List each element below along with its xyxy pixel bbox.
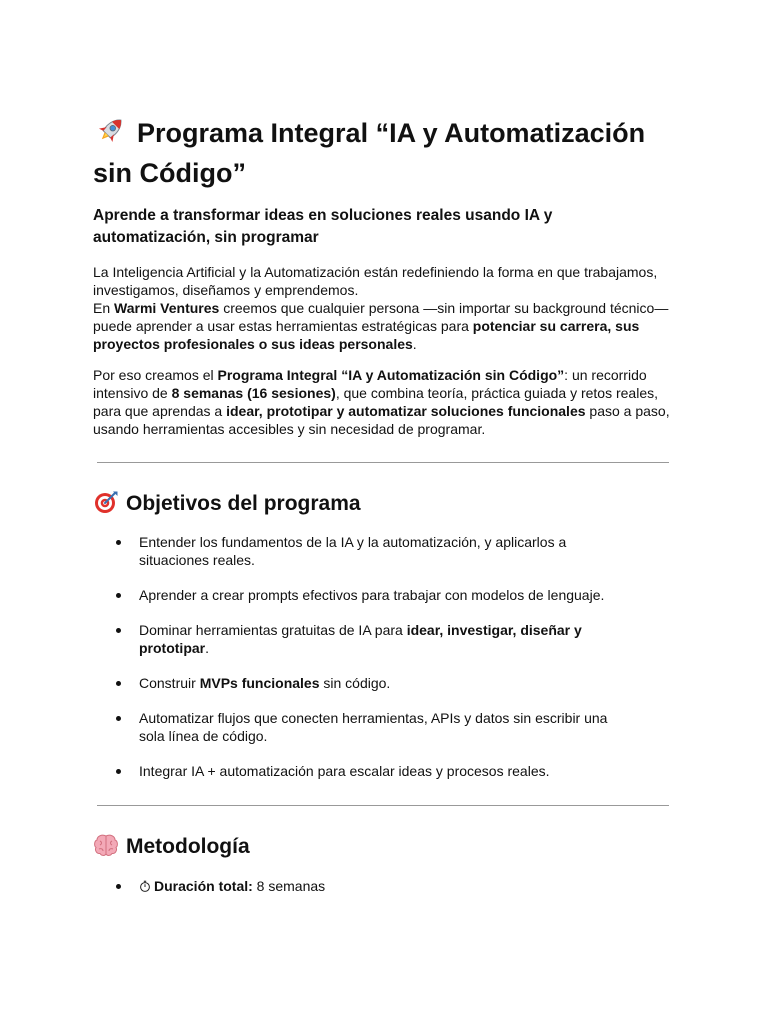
list-item	[93, 709, 619, 745]
objectives-list	[93, 533, 673, 797]
intro-text: Por eso creamos el	[93, 367, 218, 383]
bullet-icon	[116, 884, 121, 889]
objectives-heading-text: Objetivos del programa	[126, 492, 361, 515]
objectives-heading	[93, 490, 653, 518]
list-item-text: 8 semanas	[252, 878, 326, 894]
horizontal-divider	[97, 462, 669, 463]
methodology-heading-text: Metodología	[126, 835, 250, 858]
list-item	[93, 533, 619, 569]
bullet-icon	[116, 769, 121, 774]
page-subtitle: Aprende a transformar ideas en soluciones reales usando IA y automatización, sin programar	[93, 207, 553, 246]
target-icon	[93, 490, 119, 514]
intro-paragraph-2	[93, 366, 671, 438]
intro-emphasis: idear, prototipar y automatizar soluciones funcionales	[226, 403, 586, 419]
list-item-text: sin código.	[319, 675, 391, 691]
rocket-icon	[93, 115, 129, 145]
bullet-icon	[116, 628, 121, 633]
list-item-text: Integrar IA + automatización para escalar ideas y procesos reales.	[139, 763, 550, 779]
page-title	[93, 113, 673, 193]
intro-text: En	[93, 300, 115, 316]
intro-text: : un recorrido intensivo de	[93, 367, 647, 401]
horizontal-divider	[97, 805, 669, 806]
list-item-text: .	[205, 640, 209, 656]
program-name: Programa Integral “IA y Automatización sin Código”	[217, 367, 565, 383]
intro-text: La Inteligencia Artificial y la Automatización están redefiniendo la forma en que trabajamos, investigamos, diseñamos y emprendemos.	[93, 264, 658, 298]
methodology-heading	[93, 833, 653, 861]
methodology-list	[93, 877, 673, 912]
list-item-text: Automatizar flujos que conecten herramientas, APIs y datos sin escribir una sola línea de código.	[139, 710, 608, 744]
intro-text: , que combina teoría, práctica guiada y retos reales, para que aprendas a	[93, 385, 659, 419]
list-item-emphasis: MVPs funcionales	[199, 675, 320, 691]
list-item	[93, 762, 619, 780]
list-item	[93, 877, 619, 895]
intro-text: .	[412, 336, 417, 352]
intro-paragraph-1	[93, 263, 671, 353]
intro-emphasis: potenciar su carrera, sus proyectos profesionales o sus ideas personales	[93, 318, 640, 352]
list-item	[93, 674, 619, 692]
bullet-icon	[116, 593, 121, 598]
list-item-emphasis: Duración total:	[154, 878, 253, 894]
list-item-text: Aprender a crear prompts efectivos para trabajar con modelos de lenguaje.	[139, 587, 605, 603]
company-name: Warmi Ventures	[114, 300, 220, 316]
list-item	[93, 586, 619, 604]
intro-text: paso a paso, usando herramientas accesibles y sin necesidad de programar.	[93, 403, 670, 437]
bullet-icon	[116, 716, 121, 721]
title-text: Programa Integral “IA y Automatización sin Código”	[93, 118, 646, 188]
list-item-text: Dominar herramientas gratuitas de IA para	[139, 622, 407, 638]
stopwatch-icon	[139, 878, 151, 890]
program-duration: 8 semanas (16 sesiones)	[171, 385, 336, 401]
list-item-text: Entender los fundamentos de la IA y la automatización, y aplicarlos a situaciones reales.	[139, 534, 567, 568]
brain-icon	[93, 833, 119, 857]
bullet-icon	[116, 540, 121, 545]
intro-text: creemos que cualquier persona —sin importar su background técnico— puede aprender a usar estas herramientas estratégicas para	[93, 300, 669, 334]
bullet-icon	[116, 681, 121, 686]
list-item-text: Construir	[139, 675, 200, 691]
list-item-emphasis: idear, investigar, diseñar y prototipar	[139, 622, 582, 656]
list-item	[93, 621, 619, 657]
